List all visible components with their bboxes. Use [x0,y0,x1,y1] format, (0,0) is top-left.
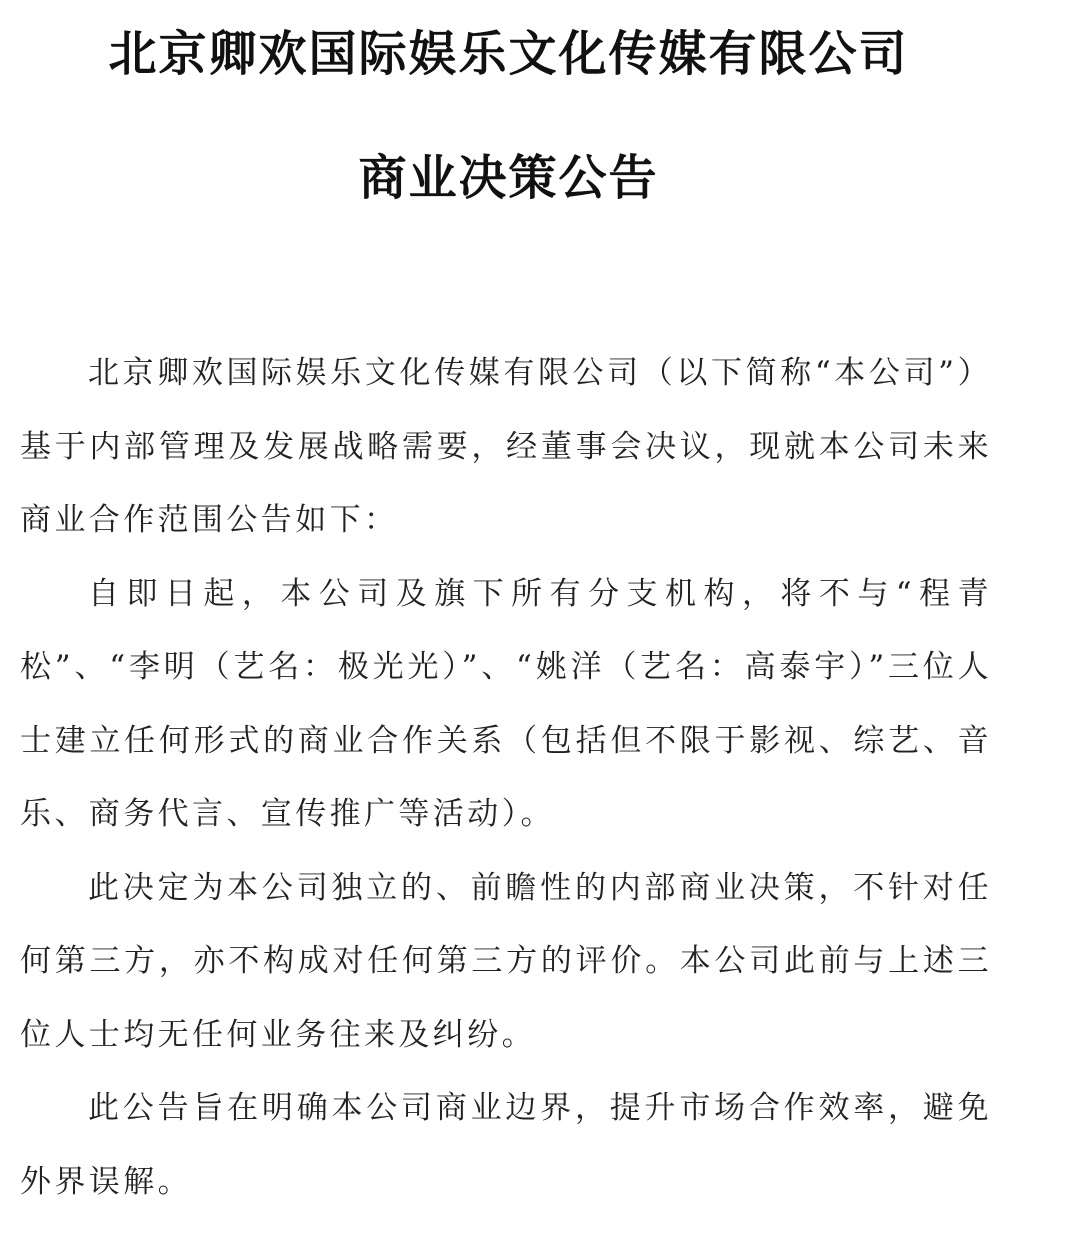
paragraph-purpose: 此公告旨在明确本公司商业边界，提升市场合作效率，避免外界误解。 [20,1090,992,1200]
paragraph-clarification: 此决定为本公司独立的、前瞻性的内部商业决策，不针对任何第三方，亦不构成对任何第三方的评价。本公司此前与上述三位人士均无任何业务往来及纠纷。 [20,869,992,1053]
notice-title: 商业决策公告 [358,150,659,206]
company-title: 北京卿欢国际娱乐文化传媒有限公司 [108,26,909,82]
paragraph-intro: 北京卿欢国际娱乐文化传媒有限公司（以下简称“本公司”）基于内部管理及发展战略需要，经董事会决议，现就本公司未来商业合作范围公告如下： [20,355,992,538]
paragraph-decision: 自即日起，本公司及旗下所有分支机构，将不与“程青松”、“李明（艺名：极光光）”、“姚洋（艺名：高泰宇）”三位人士建立任何形式的商业合作关系（包括但不限于影视、综艺、音乐、商务代言、宣传推广等活动）。 [20,575,992,832]
announcement-body [20,337,992,1219]
